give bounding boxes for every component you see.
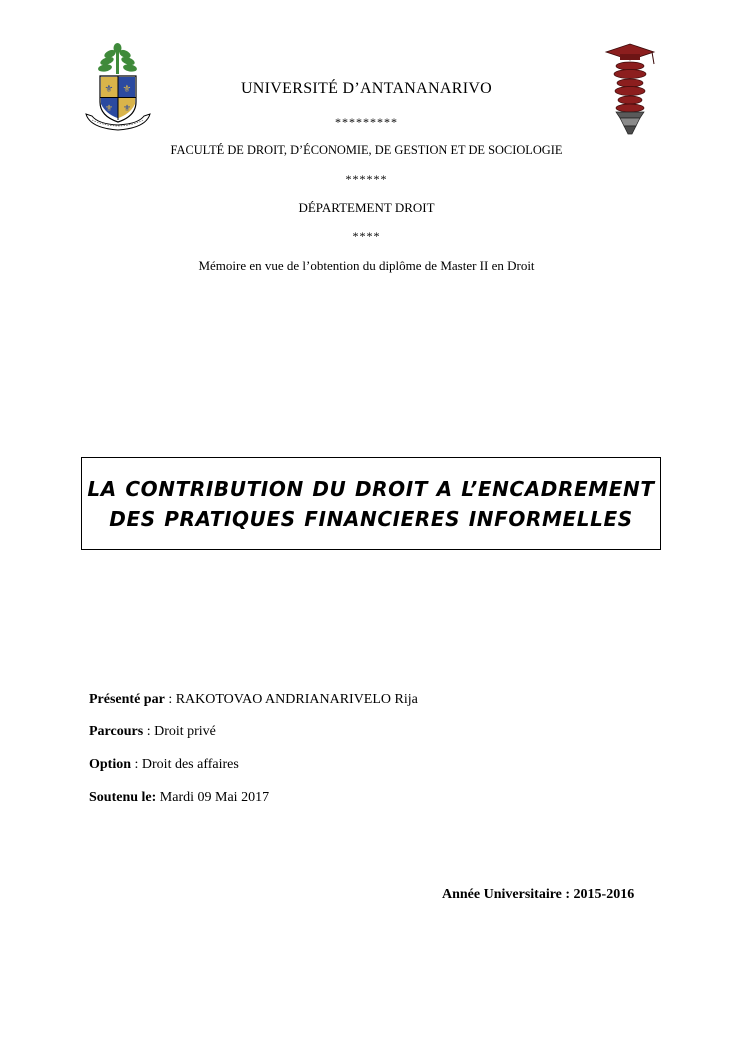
separator-1: *********	[335, 115, 398, 129]
svg-text:⚜: ⚜	[104, 84, 114, 95]
memoire-subtitle: Mémoire en vue de l’obtention du diplôme de Master II en Droit	[198, 258, 535, 273]
defense-date-label: Soutenu le:	[89, 790, 157, 805]
university-name: UNIVERSITÉ D’ANTANANARIVO	[240, 80, 493, 97]
option-value: : Droit des affaires	[131, 757, 239, 772]
svg-text:⚜: ⚜	[104, 104, 114, 114]
academic-year: Année Universitaire : 2015-2016	[442, 887, 635, 902]
department-name: DÉPARTEMENT DROIT	[298, 200, 435, 215]
svg-text:⚜: ⚜	[122, 104, 132, 114]
parcours-value: : Droit privé	[143, 724, 216, 739]
parcours-label: Parcours	[89, 724, 144, 739]
presented-by-value: : RAKOTOVAO ANDRIANARIVELO Rija	[164, 692, 418, 707]
defense-date	[89, 790, 269, 806]
thesis-title-box	[81, 457, 661, 550]
defense-date-value: Mardi 09 Mai 2017	[156, 790, 270, 805]
separator-2: ******	[345, 172, 388, 186]
thesis-title-line-1: LA CONTRIBUTION DU DROIT A L’ENCADREMENT	[87, 477, 655, 501]
thesis-title-line-2: DES PRATIQUES FINANCIERES INFORMELLES	[109, 507, 633, 531]
parcours	[89, 724, 216, 740]
option	[89, 757, 239, 773]
faculty-name: FACULTÉ DE DROIT, D’ÉCONOMIE, DE GESTION ET DE SOCIOLOGIE	[170, 143, 563, 157]
presented-by	[89, 692, 418, 708]
svg-text:⚜: ⚜	[122, 84, 132, 95]
thesis-title	[82, 474, 660, 534]
presented-by-label: Présenté par	[89, 692, 165, 707]
separator-3: ****	[352, 229, 381, 243]
option-label: Option	[89, 757, 132, 772]
